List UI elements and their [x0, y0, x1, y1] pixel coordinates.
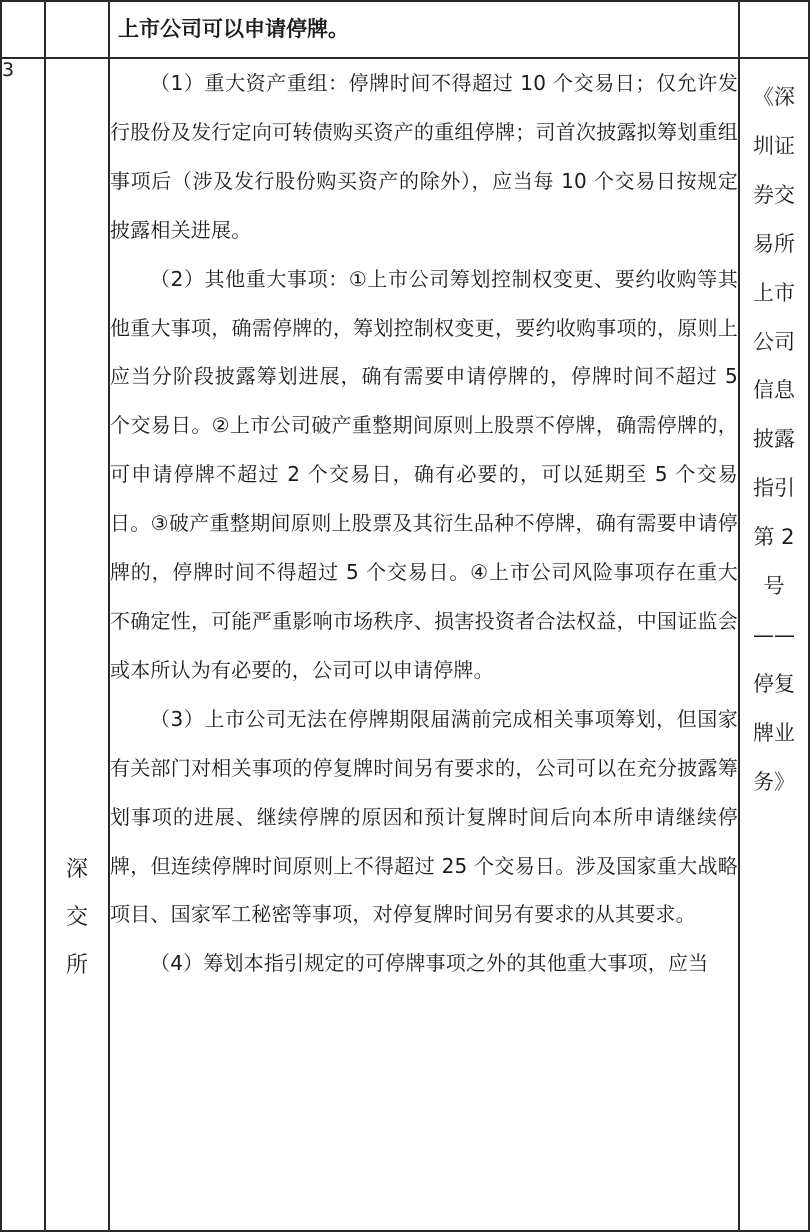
exchange-cell — [45, 1, 109, 58]
content-cell — [109, 58, 739, 1231]
source-document: 《深圳证券交易所上市公司信息披露指引第 2 号——停复牌业务》 — [753, 85, 795, 794]
paragraph-4: （4）筹划本指引规定的可停牌事项之外的其他重大事项，应当 — [150, 951, 709, 976]
exchange-char: 深 — [65, 857, 88, 882]
top-row-content: 上市公司可以申请停牌。 — [118, 17, 349, 41]
paragraph-1: （1）重大资产重组：停牌时间不得超过 10 个交易日；仅允许发行股份及发行定向可转债购买资产的重组停牌；司首次披露拟筹划重组事项后（涉及发行股份购买资产的除外），应当每 10 个交易日按规定披露相关进展。 — [110, 71, 738, 242]
number-cell — [1, 1, 45, 58]
row-number: 3 — [1, 58, 45, 1231]
exchange-name — [46, 846, 108, 990]
source-cell — [739, 58, 809, 1231]
exchange-cell — [45, 58, 109, 1231]
exchange-char: 所 — [65, 953, 88, 978]
exchange-char: 交 — [65, 905, 88, 930]
table-row — [1, 58, 809, 1231]
source-cell — [739, 1, 809, 58]
content-cell — [109, 1, 739, 58]
table-row — [1, 1, 809, 58]
paragraph-3: （3）上市公司无法在停牌期限届满前完成相关事项筹划，但国家有关部门对相关事项的停复牌时间另有要求的，公司可以在充分披露筹划事项的进展、继续停牌的原因和预计复牌时间后向本所申请继续停牌，但连续停牌时间原则上不得超过 25 个交易日。涉及国家重大战略项目、国家军工秘密等事项，对停复牌时间另有要求的从其要求。 — [110, 706, 738, 927]
paragraph-2: （2）其他重大事项：①上市公司筹划控制权变更、要约收购等其他重大事项，确需停牌的，筹划控制权变更，要约收购事项的，原则上应当分阶段披露筹划进展，确有需要申请停牌的，停牌时间不超过 5 个交易日。②上市公司破产重整期间原则上股票不停牌，确需停牌的，可申请停牌不超过 2 个交易日，确有必要的，可以延期至 5 个交易日。③破产重整期间原则上股票及其衍生品种不停牌，确有需要申请停牌的，停牌时间不得超过 5 个交易日。④上市公司风险事项存在重大不确定性，可能严重影响市场秩序、损害投资者合法权益，中国证监会或本所认为有必要的，公司可以申请停牌。 — [110, 266, 738, 682]
